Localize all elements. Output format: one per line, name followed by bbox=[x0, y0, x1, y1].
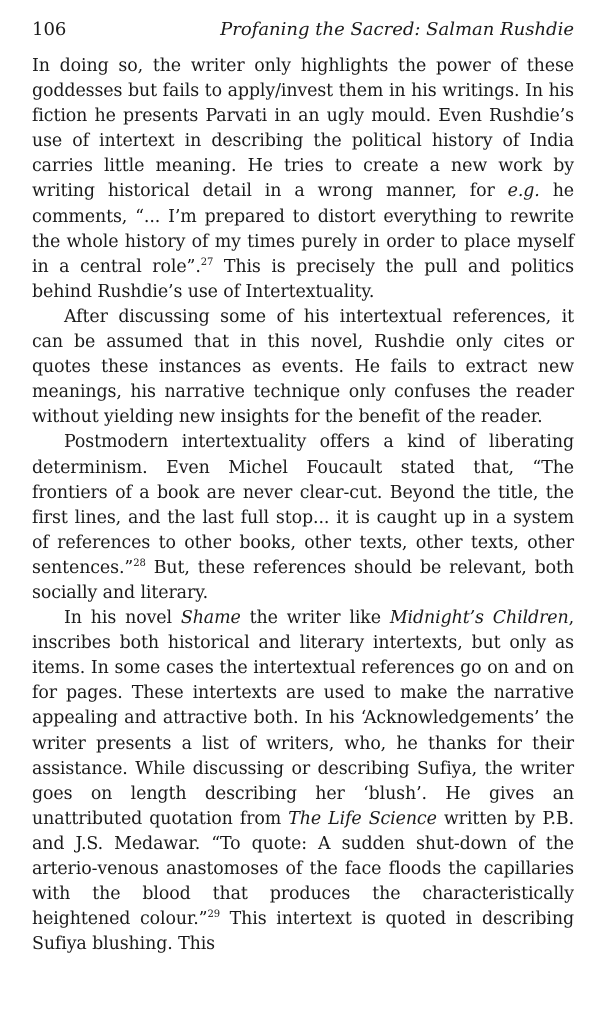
page-number: 106 bbox=[32, 19, 67, 40]
paragraph-1 bbox=[32, 54, 574, 305]
p4-text-b: the writer like bbox=[240, 608, 390, 629]
p3-text-b: But, these references should be relevant, both socially and literary. bbox=[32, 557, 574, 603]
p1-text-c: This is precisely the pull and politics behind Rushdie’s use of Intertextuality. bbox=[32, 256, 574, 302]
p1-text-a: In doing so, the writer only highlights the power of these goddesses but fails to apply/invest them in his writings. In his fiction he presents Parvati in an ugly mould. Even Rushdie’s use of intertext in describing the political history of India carries little meaning. He tries to create a new work by writing historical detail in a wrong manner, for bbox=[32, 56, 574, 202]
footnote-ref-27: 27 bbox=[200, 256, 214, 268]
p4-title-life-science: The Life Science bbox=[288, 808, 437, 829]
paragraph-4 bbox=[32, 606, 574, 957]
p4-text-a: In his novel bbox=[64, 608, 181, 629]
p4-text-c: , inscribes both historical and literary intertexts, but only as items. In some cases the intertextual references go on and on for pages. These intertexts are used to make the narrative appealing and attractive both. In his ‘Acknowledgements’ the writer presents a list of writers, who, he thanks for their assistance. While discussing or describing Sufiya, the writer goes on length describing her ‘blush’. He gives an unattributed quotation from bbox=[32, 608, 575, 829]
p4-title-shame: Shame bbox=[180, 608, 241, 629]
body-text bbox=[32, 54, 574, 957]
p1-eg: e.g. bbox=[507, 181, 540, 202]
p2-text: After discussing some of his intertextual references, it can be assumed that in this novel, Rushdie only cites or quotes these instances as events. He fails to extract new meanings, his narrative technique only confuses the reader without yielding new insights for the benefit of the reader. bbox=[32, 306, 574, 428]
running-head: Profaning the Sacred: Salman Rushdie bbox=[220, 19, 574, 40]
footnote-ref-28: 28 bbox=[133, 558, 146, 570]
footnote-ref-29: 29 bbox=[207, 909, 220, 921]
p4-title-midnights-children: Midnight’s Children bbox=[389, 608, 569, 629]
page-header bbox=[32, 18, 574, 42]
paragraph-3 bbox=[32, 430, 574, 606]
p4-text-d: written by P.B. and J.S. Medawar. “To quote: A sudden shut-down of the arterio-venous anastomoses of the face floods the capillaries with the blood that produces the characteristically heightened colour.” bbox=[32, 808, 574, 930]
p4-text-e: This intertext is quoted in describing Sufiya blushing. This bbox=[32, 909, 574, 955]
p3-text-a: Postmodern intertextuality offers a kind of liberating determinism. Even Michel Foucault stated that, “The frontiers of a book are never clear-cut. Beyond the title, the first lines, and the last full stop... it is caught up in a system of references to other books, other texts, other texts, other sentences.” bbox=[32, 432, 574, 578]
paragraph-2 bbox=[32, 305, 574, 430]
p1-text-b: he comments, “... I’m prepared to distort everything to rewrite the whole history of my times purely in order to place myself in a central role”. bbox=[32, 181, 574, 277]
